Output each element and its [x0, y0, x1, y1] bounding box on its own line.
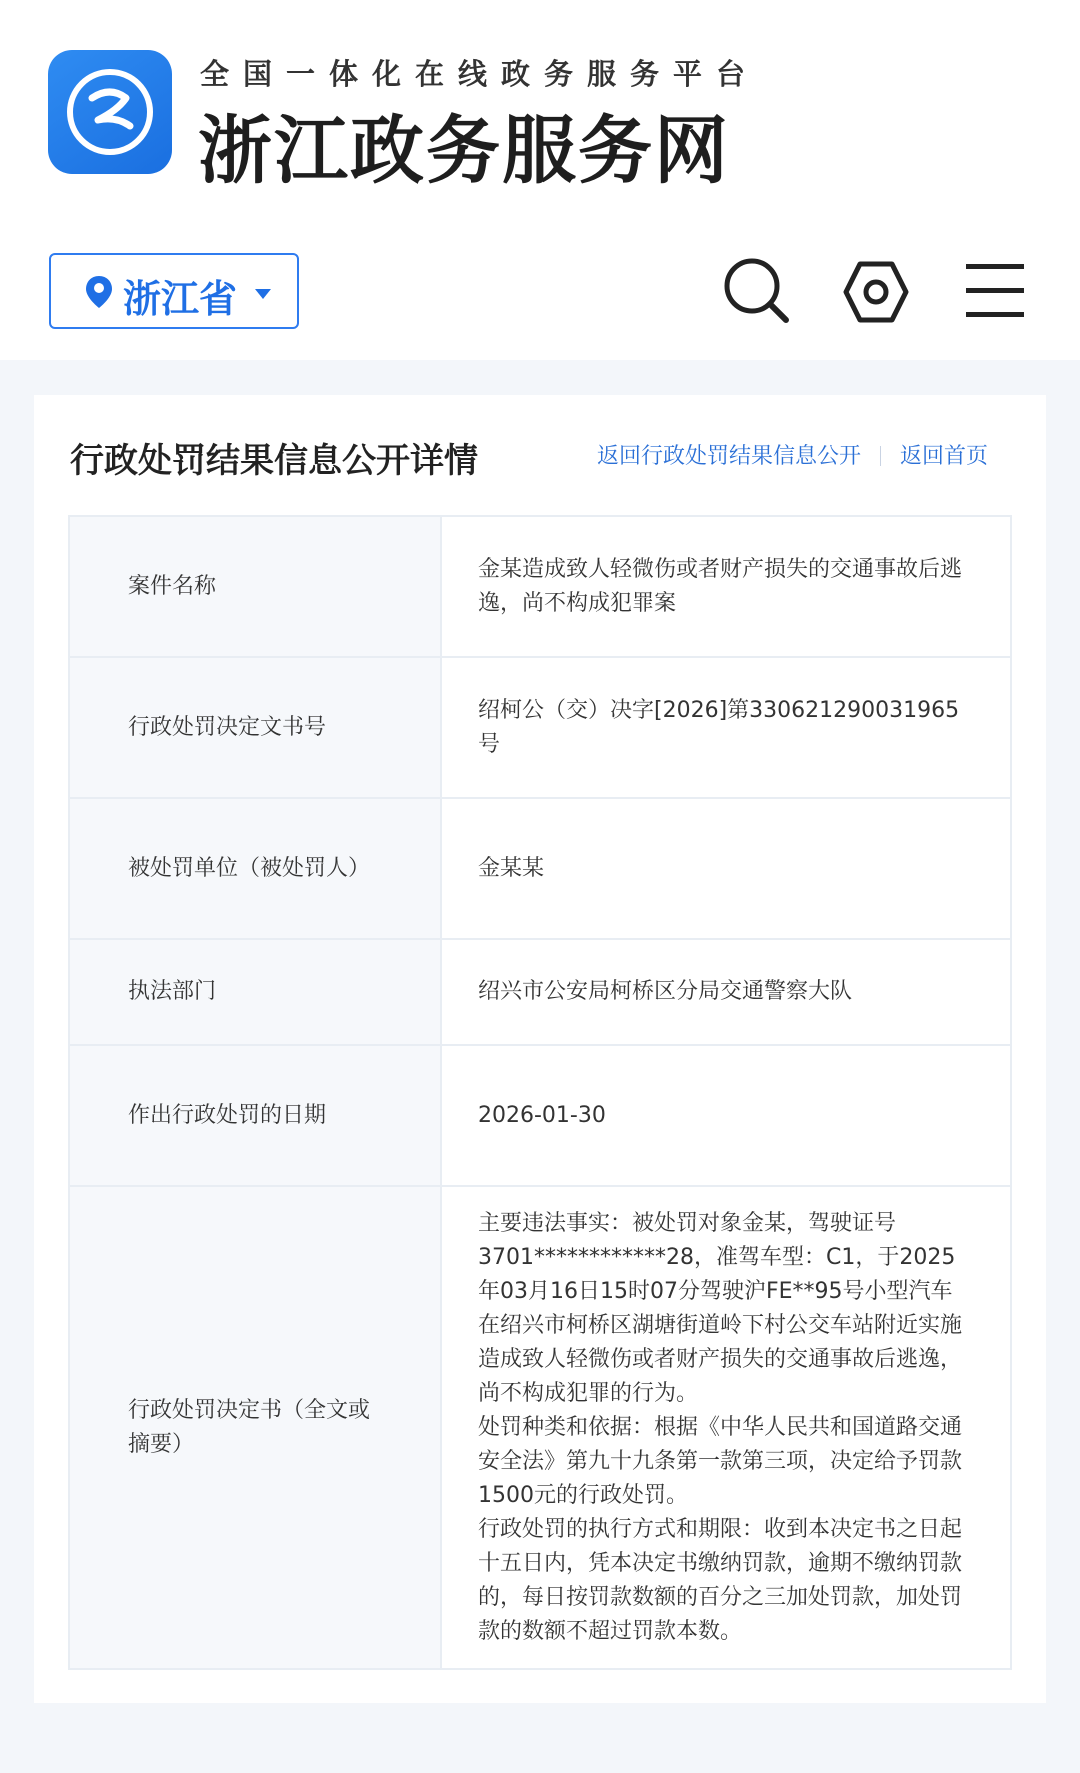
decision-execution-paragraph: 行政处罚的执行方式和期限：收到本决定书之日起十五日内，凭本决定书缴纳罚款，逾期不缴纳罚款的，每日按罚款数额的百分之三加处罚款，加处罚款的数额不超过罚款本数。 — [478, 1516, 963, 1644]
row-label: 案件名称 — [69, 516, 441, 657]
search-icon[interactable] — [722, 256, 792, 330]
row-label: 行政处罚决定书（全文或摘要） — [69, 1186, 441, 1669]
row-label: 被处罚单位（被处罚人） — [69, 798, 441, 939]
decision-basis-paragraph: 处罚种类和依据：根据《中华人民共和国道路交通安全法》第九十九条第一款第三项，决定给予罚款1500元的行政处罚。 — [478, 1414, 963, 1508]
row-label: 执法部门 — [69, 939, 441, 1045]
breadcrumb-links — [597, 439, 988, 470]
site-title: 浙江政务服务网 — [198, 108, 730, 194]
table-row — [69, 516, 1011, 657]
row-value: 金某某 — [441, 798, 1011, 939]
row-value: 金某造成致人轻微伤或者财产损失的交通事故后逃逸，尚不构成犯罪案 — [441, 516, 1011, 657]
row-value: 绍柯公（交）决字[2026]第330621290031965号 — [441, 657, 1011, 798]
caret-down-icon — [254, 285, 272, 304]
row-label: 行政处罚决定文书号 — [69, 657, 441, 798]
detail-table — [68, 515, 1012, 1670]
table-row — [69, 939, 1011, 1045]
region-selector[interactable] — [49, 253, 299, 329]
table-row — [69, 798, 1011, 939]
link-divider — [880, 446, 881, 466]
page-title: 行政处罚结果信息公开详情 — [70, 441, 478, 481]
table-row — [69, 657, 1011, 798]
row-value: 绍兴市公安局柯桥区分局交通警察大队 — [441, 939, 1011, 1045]
back-home-link[interactable]: 返回首页 — [899, 444, 988, 469]
table-row — [69, 1186, 1011, 1669]
region-label: 浙江省 — [123, 277, 238, 321]
decision-fact-paragraph: 主要违法事实：被处罚对象金某，驾驶证号3701************28，准驾车型：C1，于2025年03月16日15时07分驾驶沪FE**95号小型汽车在绍兴市柯桥区湖塘街道岭下村公交车站附近实施造成致人轻微伤或者财产损失的交通事故后逃逸，尚不构成犯罪的行为。 — [478, 1210, 963, 1406]
table-row — [69, 1045, 1011, 1186]
row-label: 作出行政处罚的日期 — [69, 1045, 441, 1186]
settings-icon[interactable] — [843, 261, 909, 327]
site-header — [0, 0, 1080, 360]
menu-icon[interactable] — [966, 262, 1024, 324]
row-value — [441, 1186, 1011, 1669]
site-logo-icon[interactable] — [48, 50, 172, 174]
back-to-list-link[interactable]: 返回行政处罚结果信息公开 — [596, 444, 861, 469]
row-value: 2026-01-30 — [441, 1045, 1011, 1186]
site-subtitle: 全国一体化在线政务服务平台 — [200, 57, 760, 91]
detail-panel — [34, 395, 1046, 1703]
location-pin-icon — [85, 275, 113, 313]
